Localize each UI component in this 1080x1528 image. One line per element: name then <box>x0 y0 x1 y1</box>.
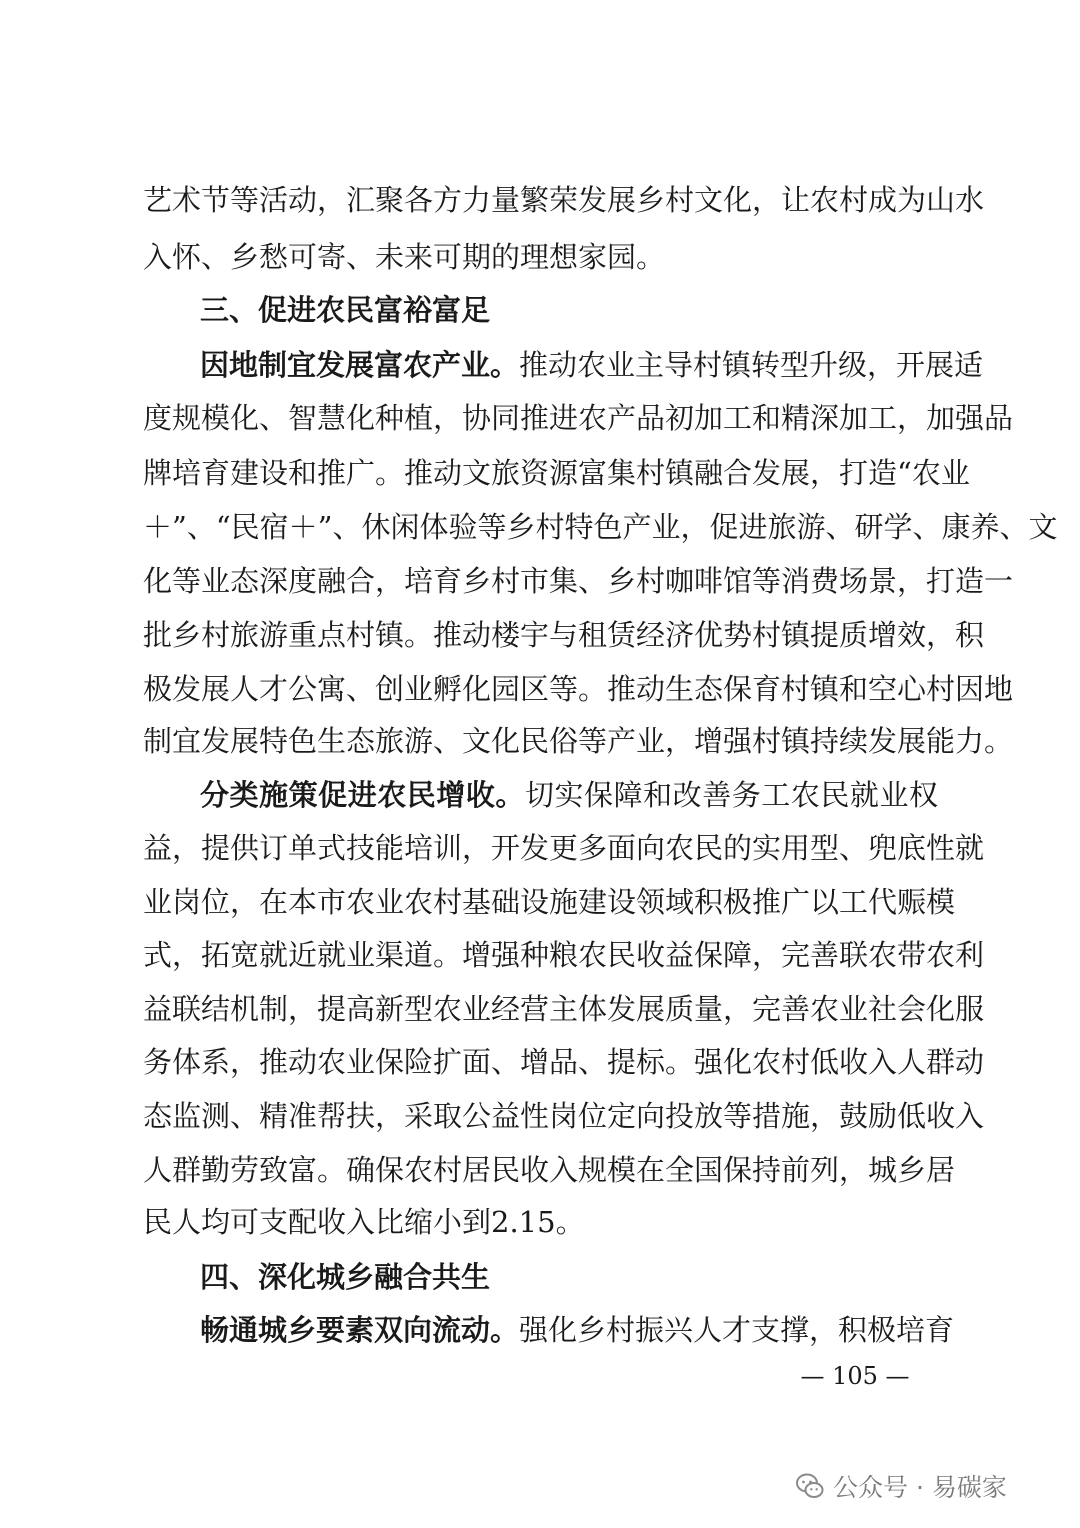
text-line: 牌培育建设和推广。推动文旅资源富集村镇融合发展，打造“农业 <box>143 456 970 490</box>
watermark <box>795 1468 1007 1504</box>
paragraph-text: 切实保障和改善务工农民就业权 <box>524 778 938 812</box>
section-heading: 四、深化城乡融合共生 <box>200 1260 491 1294</box>
paragraph-first-line <box>200 1310 955 1350</box>
paragraph-first-line <box>200 345 984 385</box>
paragraph-lead: 分类施策促进农民增收。 <box>200 778 525 812</box>
wechat-icon <box>795 1471 825 1501</box>
page-number: — 105 — <box>800 1362 910 1390</box>
paragraph-lead: 畅通城乡要素双向流动。 <box>200 1313 520 1347</box>
watermark-text: 公众号 · 易碳家 <box>833 1473 1007 1502</box>
text-line: 极发展人才公寓、创业孵化园区等。推动生态保育村镇和空心村因地 <box>143 672 1014 706</box>
text-line: 人群勤劳致富。确保农村居民收入规模在全国保持前列，城乡居 <box>143 1153 956 1187</box>
section-heading: 三、促进农民富裕富足 <box>200 293 491 327</box>
text-line: 化等业态深度融合，培育乡村市集、乡村咖啡馆等消费场景，打造一 <box>143 564 1014 598</box>
text-line: 度规模化、智慧化种植，协同推进农产品初加工和精深加工，加强品 <box>143 401 1014 435</box>
text-line: 务体系，推动农业保险扩面、增品、提标。强化农村低收入人群动 <box>143 1045 985 1079</box>
text-line: 益，提供订单式技能培训，开发更多面向农民的实用型、兜底性就 <box>143 831 985 865</box>
paragraph-lead: 因地制宜发展富农产业。 <box>200 348 520 382</box>
text-line: 艺术节等活动，汇聚各方力量繁荣发展乡村文化，让农村成为山水 <box>143 183 985 217</box>
paragraph-text: 推动农业主导村镇转型升级，开展适 <box>519 348 984 382</box>
paragraph-text: 强化乡村振兴人才支撑，积极培育 <box>519 1313 955 1347</box>
text-line: 态监测、精准帮扶，采取公益性岗位定向投放等措施，鼓励低收入 <box>143 1099 985 1133</box>
text-line: ＋”、“民宿＋”、休闲体验等乡村特色产业，促进旅游、研学、康养、文 <box>143 510 1058 544</box>
text-line: 益联结机制，提高新型农业经营主体发展质量，完善农业社会化服 <box>143 992 985 1026</box>
text-line: 批乡村旅游重点村镇。推动楼宇与租赁经济优势村镇提质增效，积 <box>143 618 985 652</box>
text-line: 式，拓宽就近就业渠道。增强种粮农民收益保障，完善联农带农利 <box>143 938 985 972</box>
text-line: 入怀、乡愁可寄、未来可期的理想家园。 <box>143 240 666 274</box>
text-line: 制宜发展特色生态旅游、文化民俗等产业，增强村镇持续发展能力。 <box>143 724 1014 758</box>
text-line: 民人均可支配收入比缩小到2.15。 <box>143 1205 585 1239</box>
paragraph-first-line <box>200 775 938 815</box>
text-line: 业岗位，在本市农业农村基础设施建设领域积极推广以工代赈模 <box>143 885 956 919</box>
